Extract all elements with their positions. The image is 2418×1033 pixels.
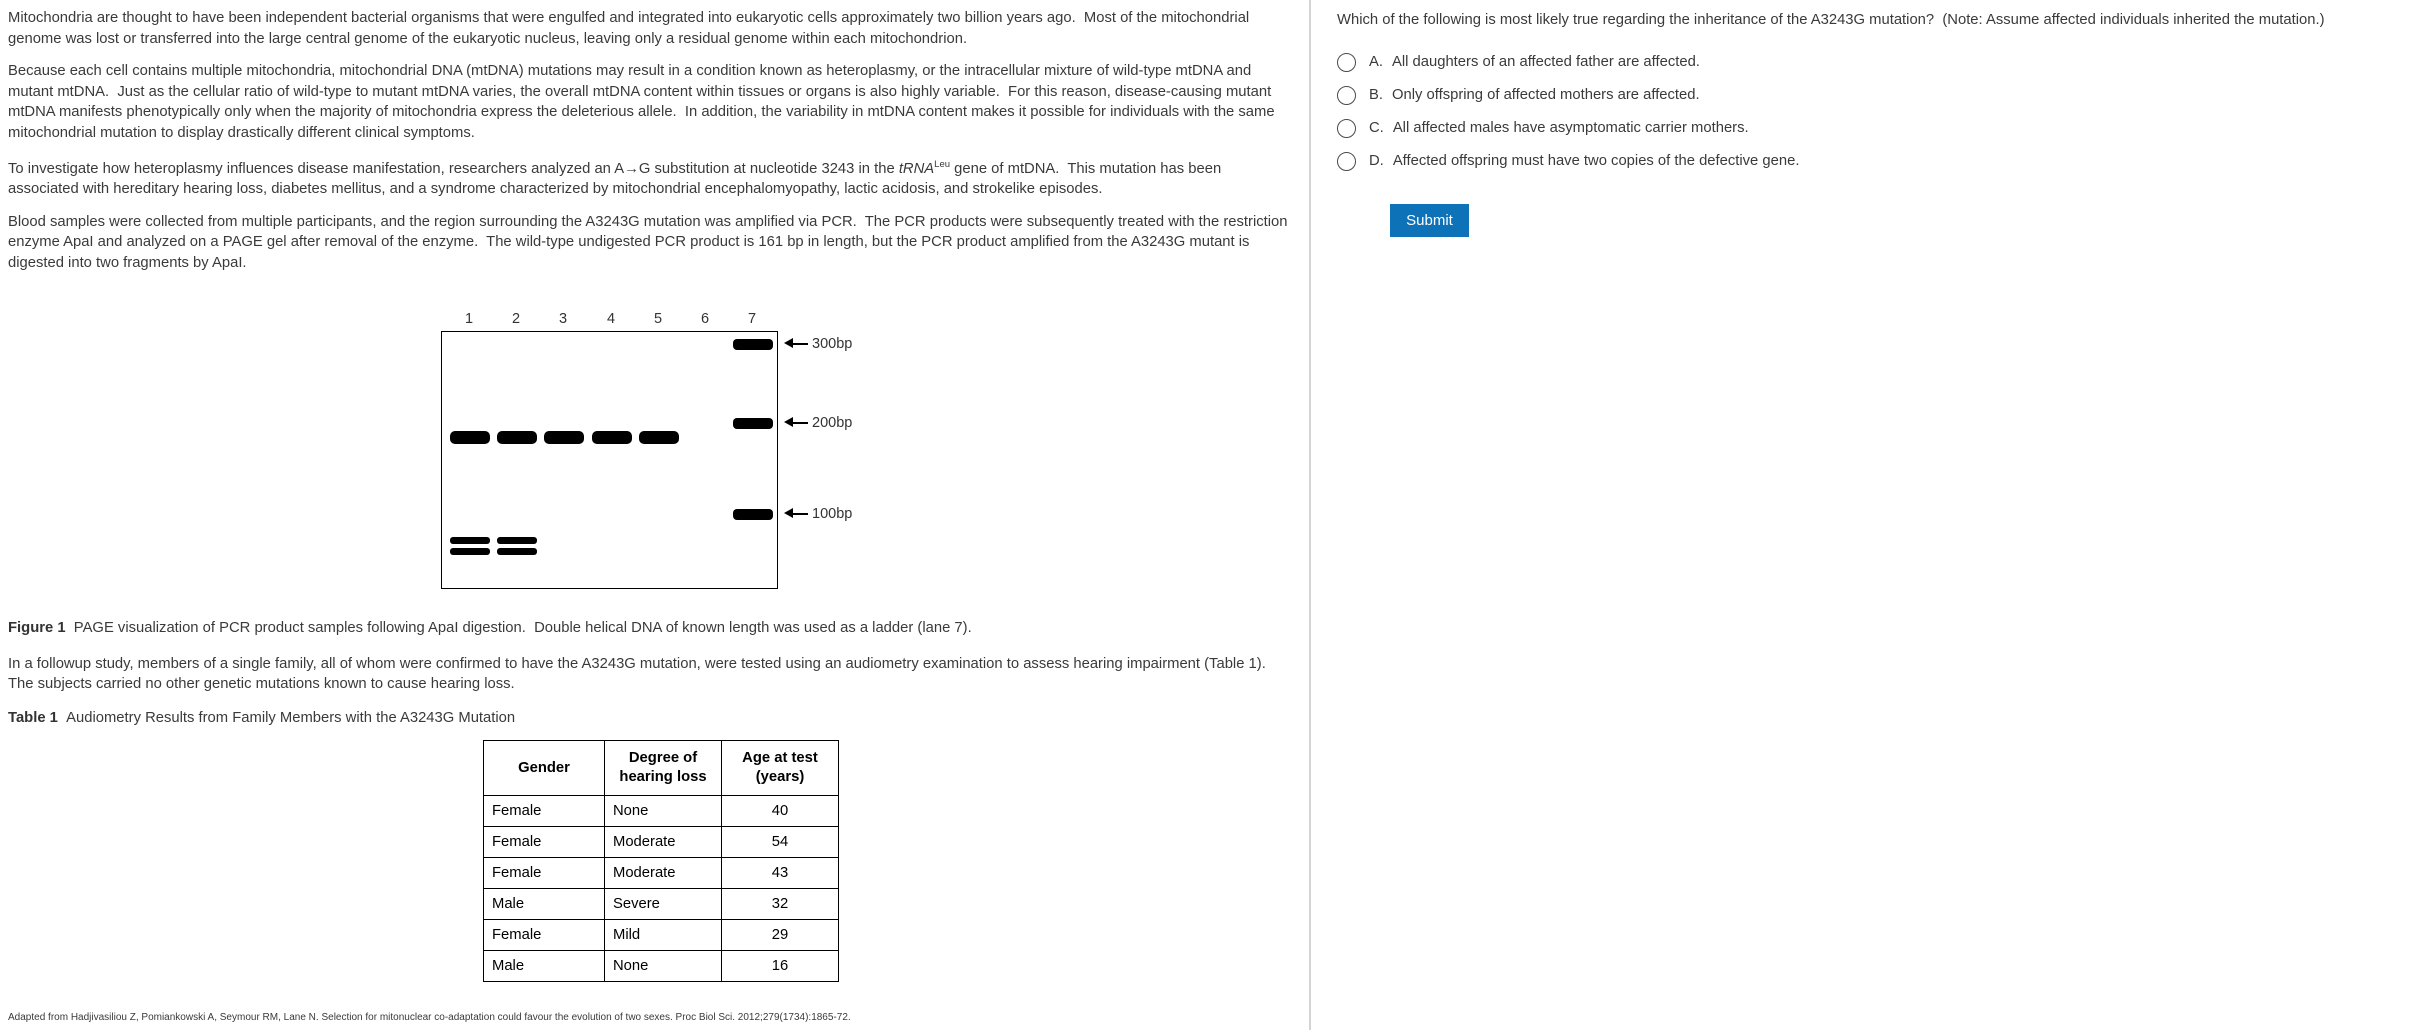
option-b-text: Only offspring of affected mothers are affected. [1391,87,1700,103]
cell-degree: Moderate [605,858,722,889]
submit-button[interactable]: Submit [1390,204,1469,237]
option-c[interactable] [1337,118,2409,138]
gel-band-fragment2-lane2 [497,548,537,555]
option-d-text: Affected offspring must have two copies of the defective gene. [1392,153,1800,169]
cell-age: 43 [722,858,839,889]
figure-caption-text: PAGE visualization of PCR product samples following ApaI digestion. Double helical DNA of known length was used as a ladder (lane 7). [73,620,972,637]
cell-age: 54 [722,827,839,858]
gel-band-161bp-lane3 [544,431,584,444]
table-title-label: Table 1 [8,709,58,726]
ladder-size-label-200bp: 200bp [812,415,853,432]
gel-band-161bp-lane2 [497,431,537,444]
gel-band-ladder-300bp [733,339,773,350]
lane-label-6: 6 [700,311,710,328]
left-arrow-icon [784,417,808,428]
table-header-gender: Gender [484,741,605,796]
lane-label-3: 3 [558,311,568,328]
ladder-size-label-300bp: 300bp [812,336,853,353]
gel-band-ladder-100bp [733,509,773,520]
cell-gender: Female [484,796,605,827]
cell-degree: None [605,796,722,827]
cell-degree: Severe [605,889,722,920]
cell-degree: Moderate [605,827,722,858]
option-d[interactable] [1337,151,2409,171]
left-arrow-icon [784,338,808,349]
figure-caption-label: Figure 1 [8,620,66,637]
option-d-radio[interactable] [1337,152,1356,171]
table-header-degree: Degree of hearing loss [605,741,722,796]
gel-band-ladder-200bp [733,418,773,429]
passage-paragraph-4: Blood samples were collected from multiple participants, and the region surrounding the A3243G mutation was amplified via PCR. The PCR products were subsequently treated with the restriction enzyme ApaI and analyzed on a PAGE gel after removal of the enzyme. The wild-type undigested PCR product is 161 bp in length, but the PCR product amplified from the A3243G mutant is digested into two fragments by ApaI. [8,213,1292,271]
option-c-letter: C. [1369,120,1384,136]
lane-label-1: 1 [464,311,474,328]
passage-paragraph-3 [8,155,1296,200]
gel-band-fragment1-lane2 [497,537,537,544]
option-b-letter: B. [1369,87,1383,103]
cell-age: 32 [722,889,839,920]
lane-label-7: 7 [747,311,757,328]
gel-box [441,331,778,589]
lane-label-2: 2 [511,311,521,328]
paragraph-3-text: To investigate how heteroplasmy influences disease manifestation, researchers analyzed an A→G substitution at nucleotide 3243 in the [8,160,899,177]
cell-gender: Male [484,951,605,982]
table-row [484,889,839,920]
table-title [8,710,1296,726]
gel-band-161bp-lane4 [592,431,632,444]
option-b-radio[interactable] [1337,86,1356,105]
question-text: Which of the following is most likely true regarding the inheritance of the A3243G mutation? (Note: Assume affected individuals inherited the mutation.) [1337,12,2325,28]
cell-age: 40 [722,796,839,827]
figure-caption [8,618,1296,639]
lane-label-5: 5 [653,311,663,328]
cell-degree: Mild [605,920,722,951]
audiometry-table [483,740,839,982]
table-title-text: Audiometry Results from Family Members with the A3243G Mutation [66,709,516,726]
option-a-letter: A. [1369,54,1383,70]
ladder-size-label-100bp: 100bp [812,506,853,523]
gel-band-161bp-lane1 [450,431,490,444]
gel-figure [8,309,1296,604]
table-row [484,827,839,858]
cell-gender: Female [484,827,605,858]
cell-gender: Male [484,889,605,920]
option-c-radio[interactable] [1337,119,1356,138]
option-b[interactable] [1337,85,2409,105]
trna-gene-superscript: Leu [934,159,951,170]
table-header-row [484,741,839,796]
option-a[interactable] [1337,52,2409,72]
cell-gender: Female [484,858,605,889]
gel-band-fragment1-lane1 [450,537,490,544]
question-panel [1337,10,2409,237]
followup-paragraph: In a followup study, members of a single family, all of whom were confirmed to have the A3243G mutation, were tested using an audiometry examination to assess hearing impairment (Table 1). The subjects carried no other genetic mutations known to cause hearing loss. [8,655,1274,693]
lane-label-4: 4 [606,311,616,328]
left-arrow-icon [784,508,808,519]
gel-band-fragment2-lane1 [450,548,490,555]
option-c-text: All affected males have asymptomatic carrier mothers. [1392,120,1749,136]
source-citation: Adapted from Hadjivasiliou Z, Pomiankowski A, Seymour RM, Lane N. Selection for mitonuclear co-adaptation could favour the evolution of two sexes. Proc Biol Sci. 2012;279(1734):1865-72. [8,1012,851,1024]
cell-degree: None [605,951,722,982]
panel-divider [1309,0,1311,1030]
cell-gender: Female [484,920,605,951]
cell-age: 16 [722,951,839,982]
table-row [484,951,839,982]
trna-gene-name: tRNA [898,160,935,177]
table-row [484,858,839,889]
option-a-text: All daughters of an affected father are affected. [1391,54,1700,70]
cell-age: 29 [722,920,839,951]
option-a-radio[interactable] [1337,53,1356,72]
passage-paragraph-2: Because each cell contains multiple mitochondria, mitochondrial DNA (mtDNA) mutations may result in a condition known as heteroplasmy, or the intracellular mixture of wild-type mtDNA and mutant mtDNA. Just as the cellular ratio of wild-type to mutant mtDNA varies, the overall mtDNA content within tissues or organs is also highly variable. For this reason, disease-causing mutant mtDNA manifests phenotypically only when the majority of mitochondria express the deleterious allele. In addition, the variability in mtDNA content makes it possible for individuals with the same mitochondrial mutation to display drastically different clinical symptoms. [8,63,1279,141]
table-row [484,920,839,951]
option-d-letter: D. [1369,153,1384,169]
answer-options [1337,52,2409,171]
table-row [484,796,839,827]
passage-paragraph-1: Mitochondria are thought to have been independent bacterial organisms that were engulfed and integrated into eukaryotic cells approximately two billion years ago. Most of the mitochondrial genome was lost or transferred into the large central genome of the eukaryotic nucleus, leaving only a residual genome within each mitochondrion. [8,10,1254,47]
table-header-age: Age at test (years) [722,741,839,796]
paragraph-3-text-cont: gene of mtDNA. This mutation has been associated with hereditary hearing loss, diabetes mellitus, and a syndrome characterized by mitochondrial encephalomyopathy, lactic acidosis, and strokelike episodes. [8,160,1226,198]
gel-band-161bp-lane5 [639,431,679,444]
